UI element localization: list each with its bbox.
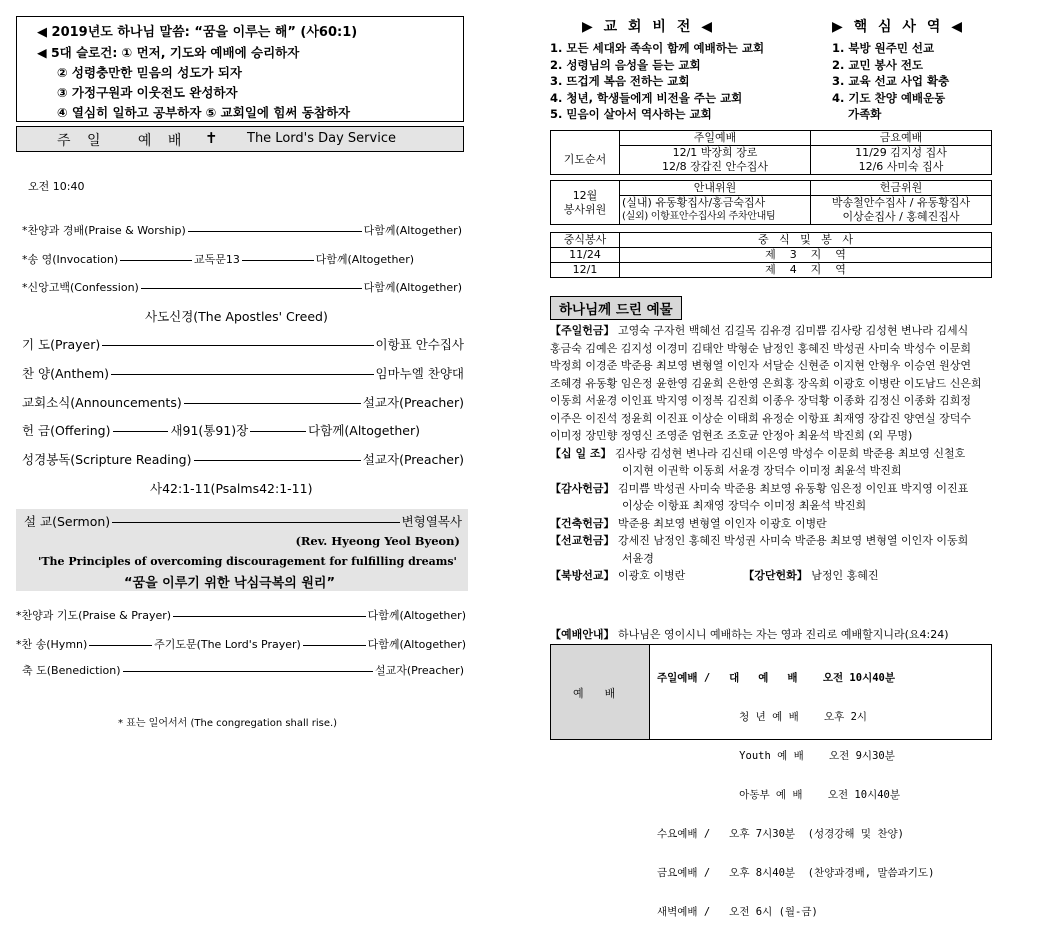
order-item: 축 도(Benediction) xyxy=(22,664,121,677)
order-item: *찬양과 경배(Praise & Worship) xyxy=(22,224,186,237)
volunteer-table xyxy=(550,180,992,225)
meal-date: 11/24 xyxy=(551,248,620,263)
order-leader: 설교자(Preacher) xyxy=(362,395,464,410)
order-leader: 다함께(Altogether) xyxy=(367,638,467,651)
schedule-line: Youth 예 배 오전 9시30분 xyxy=(657,750,895,762)
order-detail: 교독문13 xyxy=(193,253,240,266)
order-item: 헌 금(Offering) xyxy=(22,423,111,438)
prayer-entry: 12/6 사미숙 집사 xyxy=(858,160,944,173)
prayer-sunday xyxy=(620,146,811,175)
month-text: 12월 xyxy=(572,188,598,202)
vision-item: 3. 뜨겁게 복음 전하는 교회 xyxy=(550,74,690,88)
order-leader: 다함께(Altogether) xyxy=(315,253,415,266)
usher-entry: (실내) 유동황집사/홍금숙집사 xyxy=(622,196,766,209)
slogan-line-2: ② 성령충만한 믿음의 성도가 되자 xyxy=(57,65,242,80)
gratitude-line xyxy=(550,480,1000,498)
creed-title: 사도신경(The Apostles' Creed) xyxy=(145,309,328,324)
duty-table xyxy=(550,130,992,175)
mission-label: 【선교헌금】 xyxy=(550,534,615,547)
core-item: 2. 교민 봉사 전도 xyxy=(832,57,924,72)
donor-names: 강세진 남정인 홍혜진 박성권 사미숙 박준용 최보영 변형열 이인자 이동희 xyxy=(618,534,969,547)
offering-team-entry: 박송철안수집사 / 유동황집사 xyxy=(831,196,971,209)
scripture-reference: 사42:1-11(Psalms42:1-11) xyxy=(150,481,313,496)
schedule-line: 새벽예배 / 오전 6시 (월-금) xyxy=(657,906,818,918)
tithe-label: 【십 일 조】 xyxy=(550,446,612,460)
offerings-title: 하나님께 드린 예물 xyxy=(550,296,682,320)
prayer-entry: 11/29 김지성 집사 xyxy=(855,146,947,159)
offering-team-cell xyxy=(811,196,992,225)
vision-title: ▶ 교 회 비 전 ◀ xyxy=(582,19,715,35)
meal-team: 제 3 지 역 xyxy=(620,248,992,263)
order-leader: 임마누엘 찬양대 xyxy=(375,366,464,381)
meal-label: 중식봉사 xyxy=(551,233,620,248)
main-offering-line xyxy=(550,322,1000,340)
core-title: ▶ 핵 심 사 역 ◀ xyxy=(832,19,965,35)
donor-names: 홍금숙 김예은 김지성 이경미 김태안 박형순 남정인 홍혜진 박성권 사미숙 박성수 이문희 xyxy=(550,341,971,355)
core-list xyxy=(832,40,949,123)
order-item: *찬양과 기도(Praise & Prayer) xyxy=(16,609,172,622)
north-mission-label: 【북방선교】 xyxy=(550,569,615,582)
main-offering-label: 【주일헌금】 xyxy=(550,324,615,337)
schedule-lines xyxy=(657,646,934,945)
order-leader: 이항표 안수집사 xyxy=(375,337,464,352)
order-item: *송 영(Invocation) xyxy=(22,253,119,266)
donor-names: 이주은 이진석 정윤희 이진표 이상순 이태희 유정순 이항표 최재영 장갑진 양연실 장덕수 xyxy=(550,411,971,425)
slogan-line-1: ◀ 5대 슬로건: ① 먼저, 기도와 예배에 승리하자 xyxy=(37,45,300,60)
order-leader: 설교자(Preacher) xyxy=(362,452,464,467)
north-altar-line xyxy=(550,567,1000,585)
order-item: 성경봉독(Scripture Reading) xyxy=(22,452,192,467)
tithe-line xyxy=(550,445,1000,463)
year-verse: ◀ 2019년도 하나님 말씀: “꿈을 이루는 해” (사60:1) xyxy=(37,25,358,40)
prayer-entry: 12/1 박장희 장로 xyxy=(672,146,758,159)
order-row-prayer xyxy=(22,335,464,353)
order-item: 찬 양(Anthem) xyxy=(22,366,110,381)
donor-names: 고영숙 구자헌 백혜선 김길목 김유경 김미쁨 김사랑 김성현 변나라 김세식 xyxy=(618,324,969,337)
committee-text: 봉사위원 xyxy=(563,202,607,216)
sermon-preacher: 변형열목사 xyxy=(401,514,462,529)
worship-guide-header xyxy=(550,626,949,642)
table-corner xyxy=(551,131,620,146)
prayer-entry: 12/8 장갑진 안수집사 xyxy=(661,160,769,173)
vision-list xyxy=(550,40,764,123)
order-row-hymn xyxy=(16,636,466,652)
service-time: 오전 10:40 xyxy=(28,180,85,193)
worship-schedule-box xyxy=(550,644,992,918)
order-row-anthem xyxy=(22,364,464,382)
order-leader: 다함께(Altogether) xyxy=(308,423,421,438)
donor-names: 이광호 이병란 xyxy=(618,569,686,582)
meal-team: 제 4 지 역 xyxy=(620,263,992,278)
order-leader: 설교자(Preacher) xyxy=(375,664,464,677)
mission-line xyxy=(550,532,1000,550)
year-verse-box xyxy=(16,16,464,122)
donor-names: 이상순 이항표 최재영 장덕수 이미정 최윤석 박진희 xyxy=(622,499,867,512)
schedule-side xyxy=(551,645,650,739)
vision-item: 4. 청년, 학생들에게 비전을 주는 교회 xyxy=(550,90,743,105)
order-item: 기 도(Prayer) xyxy=(22,337,101,352)
core-item: 가족화 xyxy=(848,107,882,121)
order-leader: 다함께(Altogether) xyxy=(363,224,462,237)
gratitude-label: 【감사헌금】 xyxy=(550,481,615,495)
order-row-confession xyxy=(22,279,462,295)
order-item: *신앙고백(Confession) xyxy=(22,281,139,294)
donor-names: 박준용 최보영 변형열 이인자 이광호 이병란 xyxy=(618,516,827,530)
schedule-line: 수요예배 / 오후 7시30분 (성경강해 및 찬양) xyxy=(657,828,904,840)
altar-flower-label: 【강단헌화】 xyxy=(743,569,808,582)
vision-item: 1. 모든 세대와 족속이 함께 예배하는 교회 xyxy=(550,41,765,55)
donor-names: 김사랑 김성현 변나라 김신태 이은영 박성수 이문희 박준용 최보영 신철호 xyxy=(615,446,966,460)
sermon-preacher-en: (Rev. Hyeong Yeol Byeon) xyxy=(295,534,460,548)
header-friday: 금요예배 xyxy=(811,131,992,146)
meal-header: 중 식 및 봉 사 xyxy=(620,233,992,248)
standing-footnote: * 표는 일어서서 (The congregation shall rise.) xyxy=(118,718,338,729)
worship-guide-label: 【예배안내】 xyxy=(550,628,615,641)
offering-team-entry: 이상순집사 / 홍혜진집사 xyxy=(842,210,960,223)
order-leader: 다함께(Altogether) xyxy=(363,281,462,294)
donor-names: 서윤경 xyxy=(622,551,654,565)
donor-names: 김미쁨 박성권 사미숙 박준용 최보영 유동황 임은정 이인표 박지영 이진표 xyxy=(618,481,969,495)
order-row-benediction xyxy=(22,662,464,678)
meal-table xyxy=(550,232,992,278)
order-row-scripture xyxy=(22,450,464,468)
sermon-title-ko: “꿈을 이루기 위한 낙심극복의 원리” xyxy=(124,576,336,591)
prayer-friday xyxy=(811,146,992,175)
service-title-en: The Lord's Day Service xyxy=(247,131,396,146)
order-detail: 새91(통91)장 xyxy=(170,423,249,438)
donor-names: 박정희 이경준 박준용 최보영 변형열 이인자 서달순 신현준 이지현 안형우 이승연 원상연 xyxy=(550,359,971,372)
service-title-ko: 주 일 예 배 xyxy=(57,133,188,149)
donor-names: 이지현 이권학 이동희 서윤경 장덕수 이미정 최윤석 박진희 xyxy=(622,464,902,477)
worship-verse: 하나님은 영이시니 예배하는 자는 영과 진리로 예배할지니라(요4:24) xyxy=(618,628,949,641)
order-row-invocation xyxy=(22,251,414,267)
header-sunday: 주일예배 xyxy=(620,131,811,146)
slogan-line-3: ③ 가정구원과 이웃전도 완성하자 xyxy=(57,85,238,100)
slogan-line-4: ④ 열심히 일하고 공부하자 ⑤ 교회일에 힘써 동참하자 xyxy=(57,105,351,120)
order-row-praise-prayer xyxy=(16,607,466,623)
order-item: 교회소식(Announcements) xyxy=(22,395,182,410)
schedule-line: 금요예배 / 오후 8시40분 (찬양과경배, 말씀과기도) xyxy=(657,867,935,879)
core-item: 4. 기도 찬양 예배운동 xyxy=(832,90,946,105)
donor-names: 이미정 장민향 정영신 조영준 엄현조 조호균 안정아 최윤석 박진희 (외 무명) xyxy=(550,429,913,442)
offerings-list xyxy=(550,322,1000,585)
vision-item: 2. 성령님의 음성을 듣는 교회 xyxy=(550,57,701,72)
donor-names: 이동희 서윤경 이인표 박지영 이정복 김진희 이종우 장덕황 이종화 김정신 이종화 김희정 xyxy=(550,394,971,407)
schedule-line: 청 년 예 배 오후 2시 xyxy=(657,711,868,723)
meal-date: 12/1 xyxy=(551,263,620,278)
vision-item: 5. 믿음이 살아서 역사하는 교회 xyxy=(550,107,712,121)
order-row-offering xyxy=(22,421,420,439)
header-usher: 안내위원 xyxy=(620,181,811,196)
sermon-row xyxy=(24,512,462,530)
donor-names: 남정인 홍혜진 xyxy=(811,569,879,582)
core-item: 1. 북방 원주민 선교 xyxy=(832,41,935,55)
prayer-label: 기도순서 xyxy=(551,146,620,175)
order-detail: 주기도문(The Lord's Prayer) xyxy=(154,638,301,651)
header-offering-team: 헌금위원 xyxy=(811,181,992,196)
sermon-title-en: 'The Principles of overcoming discouragement for fulfilling dreams' xyxy=(38,555,457,568)
core-item: 3. 교육 선교 사업 확충 xyxy=(832,74,950,88)
month-label xyxy=(551,181,620,225)
schedule-side-label: 예 배 xyxy=(573,687,616,700)
order-item: *찬 송(Hymn) xyxy=(16,638,88,651)
cross-icon: ✝ xyxy=(205,129,218,147)
order-row-announcements xyxy=(22,393,464,411)
order-leader: 다함께(Altogether) xyxy=(367,609,466,622)
schedule-line: 주일예배 / 대 예 배 오전 10시40분 xyxy=(657,672,896,684)
building-label: 【건축헌금】 xyxy=(550,516,615,530)
building-line xyxy=(550,515,1000,533)
service-header xyxy=(16,126,464,152)
sermon-box xyxy=(16,509,468,591)
sermon-label: 설 교(Sermon) xyxy=(24,514,111,529)
schedule-line: 아동부 예 배 오전 10시40분 xyxy=(657,789,901,801)
usher-cell xyxy=(620,196,811,225)
donor-names: 조혜경 유동황 임은정 윤한영 김윤희 은한영 은희홍 장옥희 이광호 이병란 이도남드 신은희 xyxy=(550,376,982,390)
order-row-praise xyxy=(22,222,462,238)
usher-entry: (실외) 이항표안수집사외 주차안내팀 xyxy=(622,211,776,222)
